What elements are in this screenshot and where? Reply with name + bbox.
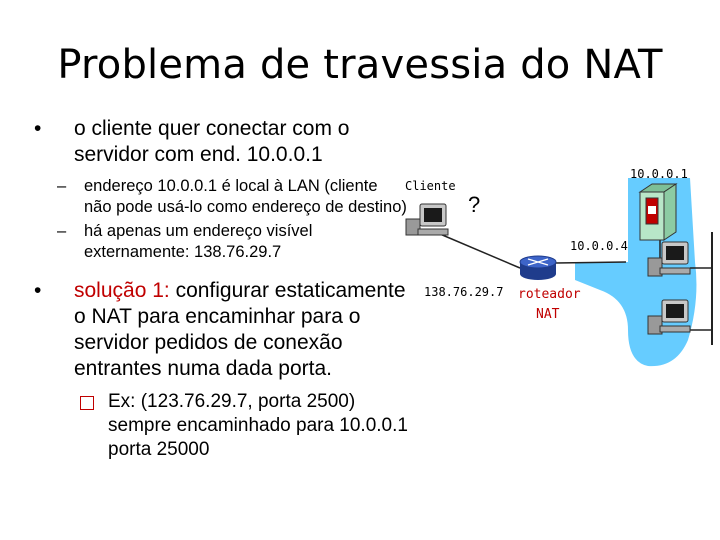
router-label-line1: roteador	[518, 287, 581, 302]
bullet-mark: •	[34, 117, 42, 140]
dash-mark: –	[57, 177, 67, 195]
bullet-2-text: configurar estaticamente o NAT para encaminhar para o servidor pedidos de conexão entrantes numa dada porta.	[74, 279, 406, 380]
client-link	[440, 234, 520, 268]
router-icon	[520, 256, 556, 280]
router-inside-ip-label: 10.0.0.4	[570, 239, 628, 253]
server-icon	[640, 184, 676, 240]
question-mark: ?	[468, 192, 481, 217]
server-ip-label: 10.0.0.1	[630, 167, 688, 181]
slide-title: Problema de travessia do NAT	[57, 42, 663, 88]
bullet-mark: •	[34, 279, 42, 302]
sub-bullet-3-text: Ex: (123.76.29.7, porta 2500) sempre encaminhado para 10.0.0.1 porta 25000	[108, 391, 408, 460]
dash-mark: –	[57, 222, 67, 240]
sub-bullet-2-text: há apenas um endereço visível externamente: 138.76.29.7	[84, 222, 313, 261]
router-label-line2: NAT	[536, 307, 560, 322]
bullet-1-text: o cliente quer conectar com o servidor com end. 10.0.0.1	[74, 117, 350, 166]
client-label: Cliente	[405, 179, 456, 193]
sub-bullet-1-text: endereço 10.0.0.1 é local à LAN (cliente não pode usá-lo como endereço de destino)	[84, 177, 407, 216]
client-computer-icon	[406, 204, 448, 235]
bullet-2-highlight: solução 1:	[74, 279, 170, 302]
public-ip-label: 138.76.29.7	[424, 285, 504, 299]
lan-link	[556, 262, 626, 263]
